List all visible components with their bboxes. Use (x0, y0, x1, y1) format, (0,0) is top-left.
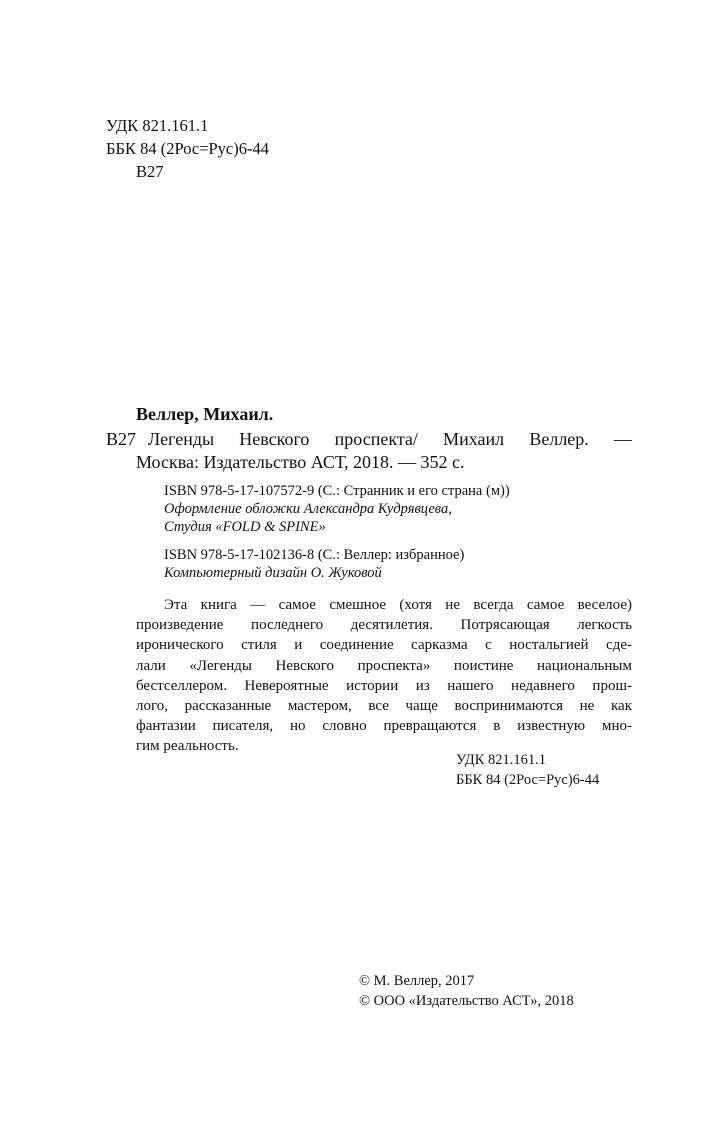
record-title: Легенды Невского проспекта/ Михаил Веллер. — (148, 429, 632, 449)
bbk-code: ББК 84 (2Рос=Рус)6-44 (106, 139, 269, 158)
isbn-credit: Оформление обложки Александра Кудрявцева, (164, 501, 452, 517)
isbn-entry (164, 482, 510, 536)
isbn-entry (164, 546, 464, 582)
annotation-line: произведение последнего десятилетия. Потрясающая легкость (136, 617, 632, 634)
annotation-line: иронического стиля и соединение сарказма с ностальгией сде- (136, 637, 632, 654)
book-annotation (136, 595, 632, 757)
annotation-line: лали «Легенды Невского проспекта» поистине национальным (136, 657, 632, 674)
record-code: В27 (106, 429, 137, 449)
annotation-line: фантазии писателя, но словно превращаются в известную мно- (136, 718, 632, 735)
copyright-notice (359, 971, 574, 1011)
bibliographic-record (106, 428, 632, 474)
annotation-line: гим реальность. (136, 738, 239, 755)
annotation-line: Эта книга — самое смешное (хотя не всегда самое веселое) (164, 597, 632, 613)
udk-code: УДК 821.161.1 (106, 116, 209, 135)
record-imprint: Москва: Издательство АСТ, 2018. — 352 с. (136, 452, 465, 472)
isbn-number: ISBN 978-5-17-102136-8 (С.: Веллер: избранное) (164, 547, 465, 563)
annotation-line: бестселлером. Невероятные истории из нашего недавнего прош- (136, 677, 632, 694)
isbn-number: ISBN 978-5-17-107572-9 (С.: Странник и его страна (м)) (164, 483, 510, 499)
author-heading: Веллер, Михаил. (136, 404, 274, 424)
footer-classification-codes (456, 750, 599, 790)
copyright-author: © М. Веллер, 2017 (359, 973, 475, 989)
top-classification-codes (106, 114, 269, 183)
annotation-line: лого, рассказанные мастером, все чаще воспринимаются не как (136, 697, 632, 714)
isbn-credit: Студия «FOLD & SPINE» (164, 519, 326, 535)
author-sign: В27 (136, 162, 164, 181)
copyright-publisher: © ООО «Издательство АСТ», 2018 (359, 993, 574, 1009)
isbn-credit: Компьютерный дизайн О. Жуковой (164, 565, 382, 581)
footer-bbk-code: ББК 84 (2Рос=Рус)6-44 (456, 772, 600, 788)
footer-udk-code: УДК 821.161.1 (456, 752, 546, 768)
